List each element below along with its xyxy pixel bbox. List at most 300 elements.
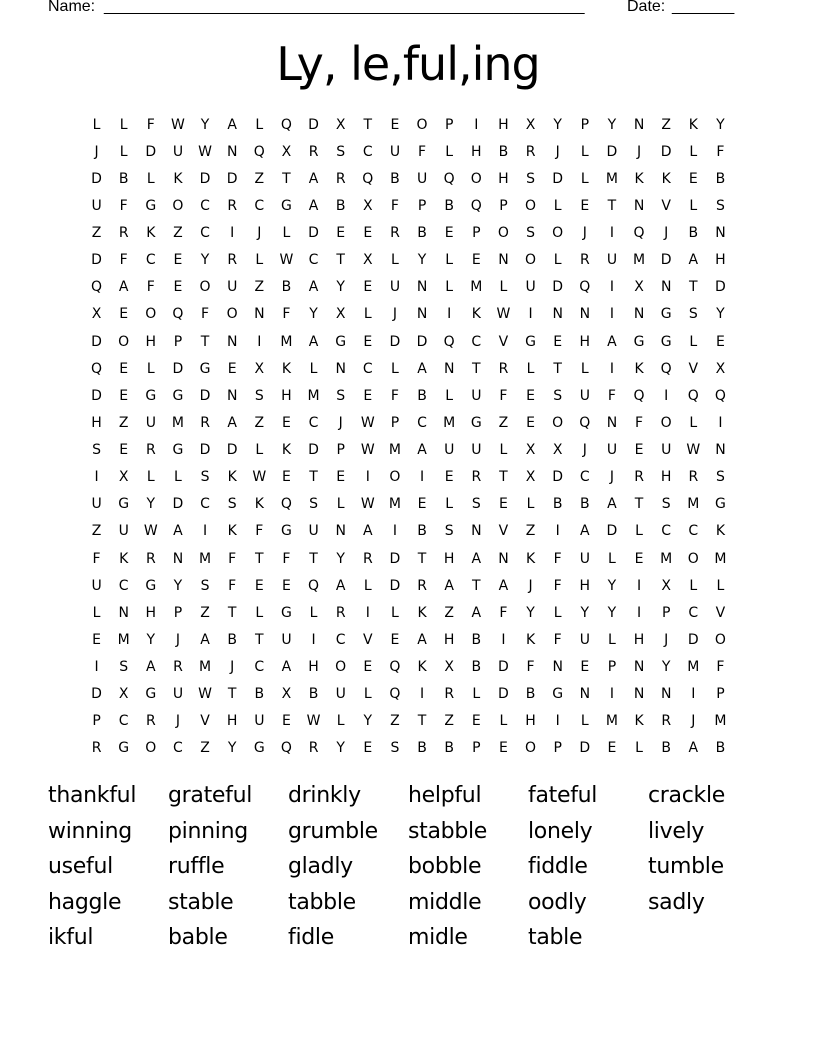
grid-letter[interactable]: L	[689, 577, 698, 594]
grid-letter[interactable]: N	[633, 116, 645, 133]
grid-letter[interactable]: L	[689, 197, 698, 214]
grid-letter[interactable]: E	[499, 496, 508, 513]
grid-letter[interactable]: E	[580, 197, 590, 214]
grid-letter[interactable]: R	[634, 469, 644, 486]
grid-letter[interactable]: U	[389, 143, 401, 160]
grid-letter[interactable]: E	[119, 387, 129, 404]
grid-letter[interactable]: N	[498, 550, 509, 567]
grid-letter[interactable]: G	[145, 197, 157, 214]
grid-letter[interactable]: D	[579, 740, 591, 757]
grid-letter[interactable]: D	[498, 686, 509, 703]
grid-letter[interactable]: C	[200, 197, 210, 214]
grid-letter[interactable]: Q	[714, 387, 726, 404]
grid-letter[interactable]: L	[255, 442, 264, 459]
grid-letter[interactable]: U	[308, 523, 319, 540]
grid-letter[interactable]: B	[417, 225, 427, 242]
grid-letter[interactable]: Q	[362, 170, 374, 187]
grid-letter[interactable]: Q	[470, 197, 482, 214]
name-field[interactable]: ______________________________________________________	[104, 0, 585, 15]
grid-letter[interactable]: I	[202, 523, 208, 540]
grid-letter[interactable]: U	[579, 631, 590, 648]
grid-letter[interactable]: A	[417, 631, 427, 648]
grid-letter[interactable]: Z	[91, 523, 102, 540]
grid-letter[interactable]: D	[552, 170, 564, 187]
grid-letter[interactable]: U	[172, 143, 184, 160]
grid-letter[interactable]: M	[388, 496, 401, 513]
grid-letter[interactable]: R	[227, 252, 238, 269]
grid-letter[interactable]: K	[254, 496, 264, 513]
grid-letter[interactable]: L	[92, 116, 101, 133]
grid-letter[interactable]: I	[365, 469, 370, 486]
grid-letter[interactable]: O	[118, 333, 130, 350]
grid-letter[interactable]: Z	[254, 170, 265, 187]
grid-letter[interactable]: W	[279, 252, 294, 269]
grid-letter[interactable]: G	[660, 306, 672, 323]
grid-letter[interactable]: M	[714, 550, 727, 567]
grid-letter[interactable]: C	[661, 523, 672, 540]
grid-letter[interactable]: E	[471, 252, 481, 269]
grid-letter[interactable]: R	[498, 360, 509, 377]
grid-letter[interactable]: L	[391, 604, 399, 621]
grid-letter[interactable]: L	[553, 604, 562, 621]
grid-letter[interactable]: U	[661, 442, 672, 459]
grid-letter[interactable]: C	[118, 713, 129, 730]
grid-letter[interactable]: G	[118, 496, 130, 513]
grid-letter[interactable]: G	[335, 333, 347, 350]
grid-letter[interactable]: I	[609, 686, 614, 703]
grid-letter[interactable]: I	[636, 577, 642, 594]
grid-letter[interactable]: B	[661, 740, 671, 757]
grid-letter[interactable]: H	[281, 387, 292, 404]
grid-letter[interactable]: T	[472, 360, 481, 377]
grid-letter[interactable]: T	[255, 631, 264, 648]
grid-letter[interactable]: N	[552, 659, 563, 676]
grid-letter[interactable]: Y	[200, 252, 210, 269]
grid-letter[interactable]: N	[118, 604, 129, 621]
grid-letter[interactable]: L	[391, 360, 399, 377]
grid-letter[interactable]: C	[173, 740, 183, 757]
grid-letter[interactable]: J	[609, 469, 614, 486]
grid-letter[interactable]: A	[173, 523, 183, 540]
grid-letter[interactable]: R	[579, 252, 590, 269]
grid-letter[interactable]: B	[688, 225, 699, 242]
grid-letter[interactable]: R	[444, 686, 455, 703]
grid-letter[interactable]: B	[444, 740, 454, 757]
grid-letter[interactable]: G	[552, 686, 564, 703]
grid-letter[interactable]: L	[608, 550, 616, 567]
grid-letter[interactable]: X	[525, 469, 536, 486]
grid-letter[interactable]: Q	[172, 306, 184, 323]
grid-letter[interactable]: K	[227, 469, 237, 486]
grid-letter[interactable]: U	[118, 523, 129, 540]
grid-letter[interactable]: N	[660, 279, 672, 296]
grid-letter[interactable]: T	[689, 279, 698, 296]
grid-letter[interactable]: A	[118, 279, 129, 296]
grid-letter[interactable]: X	[363, 252, 373, 269]
grid-letter[interactable]: E	[254, 577, 264, 594]
grid-letter[interactable]: N	[226, 143, 238, 160]
grid-letter[interactable]: P	[336, 442, 345, 459]
grid-letter[interactable]: O	[714, 631, 726, 648]
grid-letter[interactable]: E	[607, 740, 617, 757]
grid-letter[interactable]: S	[471, 496, 481, 513]
grid-letter[interactable]: Z	[444, 713, 454, 730]
grid-letter[interactable]: L	[499, 442, 508, 459]
grid-letter[interactable]: L	[92, 604, 101, 621]
grid-letter[interactable]: J	[257, 225, 262, 242]
grid-letter[interactable]: O	[552, 225, 564, 242]
grid-letter[interactable]: B	[552, 496, 563, 513]
grid-letter[interactable]: U	[227, 279, 238, 296]
grid-letter[interactable]: T	[607, 197, 617, 214]
grid-letter[interactable]: H	[498, 170, 509, 187]
grid-letter[interactable]: T	[309, 469, 318, 486]
grid-letter[interactable]: R	[335, 170, 346, 187]
grid-letter[interactable]: O	[660, 414, 672, 431]
grid-letter[interactable]: D	[606, 143, 618, 160]
grid-letter[interactable]: K	[715, 523, 726, 540]
grid-letter[interactable]: L	[689, 143, 698, 160]
grid-letter[interactable]: F	[635, 414, 644, 431]
grid-letter[interactable]: S	[200, 469, 210, 486]
grid-letter[interactable]: F	[390, 197, 399, 214]
grid-letter[interactable]: L	[580, 143, 589, 160]
grid-letter[interactable]: X	[281, 143, 292, 160]
grid-letter[interactable]: T	[255, 550, 264, 567]
grid-letter[interactable]: Y	[200, 116, 210, 133]
grid-letter[interactable]: R	[471, 469, 482, 486]
grid-letter[interactable]: R	[118, 225, 129, 242]
grid-letter[interactable]: K	[634, 713, 644, 730]
grid-letter[interactable]: Y	[716, 116, 725, 133]
grid-letter[interactable]: G	[715, 496, 726, 513]
grid-letter[interactable]: E	[336, 225, 346, 242]
grid-letter[interactable]: M	[117, 631, 130, 648]
grid-letter[interactable]: J	[230, 659, 235, 676]
grid-letter[interactable]: K	[281, 442, 292, 459]
grid-letter[interactable]: R	[308, 143, 319, 160]
grid-letter[interactable]: B	[471, 631, 482, 648]
grid-letter[interactable]: U	[172, 686, 184, 703]
grid-letter[interactable]: H	[443, 631, 455, 648]
grid-letter[interactable]: Q	[660, 360, 672, 377]
grid-letter[interactable]: Q	[91, 279, 103, 296]
grid-letter[interactable]: D	[91, 252, 102, 269]
grid-letter[interactable]: P	[472, 225, 481, 242]
grid-letter[interactable]: S	[688, 306, 698, 323]
grid-letter[interactable]: F	[228, 577, 237, 594]
grid-letter[interactable]: M	[280, 333, 293, 350]
grid-letter[interactable]: X	[281, 686, 292, 703]
grid-letter[interactable]: D	[660, 252, 672, 269]
grid-letter[interactable]: P	[417, 197, 427, 214]
grid-letter[interactable]: J	[555, 143, 560, 160]
grid-letter[interactable]: L	[445, 279, 454, 296]
grid-letter[interactable]: O	[389, 469, 401, 486]
grid-letter[interactable]: C	[362, 360, 373, 377]
grid-letter[interactable]: R	[661, 713, 672, 730]
grid-letter[interactable]: V	[498, 523, 509, 540]
grid-letter[interactable]: F	[499, 604, 508, 621]
grid-letter[interactable]: O	[172, 197, 184, 214]
grid-letter[interactable]: F	[282, 550, 291, 567]
grid-letter[interactable]: I	[447, 306, 452, 323]
grid-letter[interactable]: O	[145, 740, 157, 757]
grid-letter[interactable]: R	[362, 550, 373, 567]
grid-letter[interactable]: L	[146, 170, 155, 187]
grid-letter[interactable]: B	[335, 197, 346, 214]
grid-letter[interactable]: Z	[525, 523, 536, 540]
grid-letter[interactable]: F	[553, 631, 562, 648]
grid-letter[interactable]: S	[336, 387, 346, 404]
grid-letter[interactable]: Y	[607, 577, 617, 594]
grid-letter[interactable]: E	[417, 496, 427, 513]
grid-letter[interactable]: H	[471, 143, 482, 160]
grid-letter[interactable]: E	[471, 713, 481, 730]
grid-letter[interactable]: P	[661, 604, 671, 621]
grid-letter[interactable]: P	[607, 659, 617, 676]
grid-letter[interactable]: R	[227, 197, 238, 214]
grid-letter[interactable]: V	[200, 713, 210, 730]
grid-letter[interactable]: T	[417, 550, 427, 567]
grid-letter[interactable]: L	[445, 252, 454, 269]
grid-letter[interactable]: E	[580, 659, 590, 676]
grid-letter[interactable]: S	[444, 523, 454, 540]
grid-letter[interactable]: D	[91, 387, 102, 404]
grid-letter[interactable]: Y	[607, 116, 617, 133]
grid-letter[interactable]: H	[525, 713, 536, 730]
grid-letter[interactable]: Q	[389, 686, 401, 703]
grid-letter[interactable]: C	[579, 469, 590, 486]
grid-letter[interactable]: P	[499, 197, 508, 214]
grid-letter[interactable]: W	[252, 469, 267, 486]
grid-letter[interactable]: R	[417, 577, 427, 594]
grid-letter[interactable]: W	[198, 686, 212, 703]
grid-letter[interactable]: N	[416, 279, 428, 296]
grid-letter[interactable]: I	[664, 387, 669, 404]
grid-letter[interactable]: C	[417, 414, 427, 431]
grid-letter[interactable]: Q	[443, 333, 455, 350]
grid-letter[interactable]: Q	[687, 387, 699, 404]
grid-letter[interactable]: U	[91, 496, 102, 513]
grid-letter[interactable]: H	[145, 604, 157, 621]
grid-letter[interactable]: U	[471, 442, 482, 459]
grid-letter[interactable]: G	[281, 197, 292, 214]
grid-letter[interactable]: D	[606, 523, 618, 540]
grid-letter[interactable]: G	[199, 360, 211, 377]
grid-letter[interactable]: D	[308, 442, 319, 459]
grid-letter[interactable]: J	[691, 713, 696, 730]
grid-letter[interactable]: M	[633, 252, 646, 269]
grid-letter[interactable]: B	[525, 686, 536, 703]
grid-letter[interactable]: A	[417, 442, 427, 459]
grid-letter[interactable]: J	[636, 143, 642, 160]
grid-letter[interactable]: C	[688, 523, 699, 540]
grid-letter[interactable]: P	[173, 333, 183, 350]
grid-letter[interactable]: Y	[146, 631, 156, 648]
grid-letter[interactable]: G	[660, 333, 672, 350]
grid-letter[interactable]: H	[715, 252, 726, 269]
grid-letter[interactable]: Y	[336, 740, 345, 757]
grid-letter[interactable]: L	[174, 469, 182, 486]
grid-letter[interactable]: J	[175, 631, 180, 648]
grid-letter[interactable]: L	[363, 306, 372, 323]
grid-letter[interactable]: R	[335, 604, 346, 621]
grid-letter[interactable]: S	[715, 197, 725, 214]
grid-letter[interactable]: E	[390, 116, 400, 133]
grid-letter[interactable]: H	[579, 333, 591, 350]
grid-letter[interactable]: D	[308, 116, 319, 133]
grid-letter[interactable]: Q	[579, 414, 591, 431]
grid-letter[interactable]: S	[254, 387, 264, 404]
grid-letter[interactable]: W	[360, 442, 375, 459]
grid-letter[interactable]: I	[311, 631, 316, 648]
grid-letter[interactable]: Y	[336, 279, 345, 296]
grid-letter[interactable]: Y	[336, 550, 345, 567]
grid-letter[interactable]: N	[660, 686, 672, 703]
grid-letter[interactable]: D	[660, 143, 672, 160]
grid-letter[interactable]: L	[119, 143, 128, 160]
grid-letter[interactable]: S	[661, 496, 671, 513]
grid-letter[interactable]: F	[146, 116, 155, 133]
grid-letter[interactable]: E	[716, 333, 725, 350]
grid-letter[interactable]: J	[338, 414, 343, 431]
grid-letter[interactable]: E	[282, 577, 291, 594]
grid-letter[interactable]: I	[365, 604, 370, 621]
grid-letter[interactable]: X	[525, 116, 536, 133]
grid-letter[interactable]: L	[526, 496, 535, 513]
grid-letter[interactable]: E	[526, 414, 535, 431]
grid-letter[interactable]: I	[609, 279, 614, 296]
grid-letter[interactable]: V	[688, 360, 699, 377]
grid-letter[interactable]: E	[173, 279, 183, 296]
grid-letter[interactable]: H	[443, 550, 455, 567]
grid-letter[interactable]: N	[226, 387, 238, 404]
grid-letter[interactable]: R	[91, 740, 102, 757]
grid-letter[interactable]: M	[388, 442, 401, 459]
grid-letter[interactable]: R	[200, 414, 210, 431]
grid-letter[interactable]: U	[606, 252, 618, 269]
grid-letter[interactable]: E	[119, 306, 129, 323]
grid-letter[interactable]: T	[282, 170, 291, 187]
grid-letter[interactable]: H	[633, 631, 645, 648]
grid-letter[interactable]: I	[609, 225, 614, 242]
grid-letter[interactable]: S	[309, 496, 318, 513]
grid-letter[interactable]: F	[146, 279, 155, 296]
grid-letter[interactable]: E	[92, 631, 101, 648]
grid-letter[interactable]: D	[389, 333, 401, 350]
grid-letter[interactable]: X	[715, 360, 726, 377]
grid-letter[interactable]: I	[718, 414, 723, 431]
grid-letter[interactable]: S	[715, 469, 725, 486]
grid-letter[interactable]: A	[580, 523, 590, 540]
grid-letter[interactable]: I	[609, 360, 614, 377]
grid-letter[interactable]: B	[498, 143, 509, 160]
grid-letter[interactable]: L	[472, 686, 481, 703]
grid-letter[interactable]: P	[553, 740, 562, 757]
grid-letter[interactable]: Q	[308, 577, 320, 594]
grid-letter[interactable]: E	[282, 469, 291, 486]
grid-letter[interactable]: B	[417, 387, 427, 404]
grid-letter[interactable]: L	[445, 143, 454, 160]
grid-letter[interactable]: I	[528, 306, 533, 323]
grid-letter[interactable]: F	[716, 659, 725, 676]
grid-letter[interactable]: C	[308, 252, 319, 269]
grid-letter[interactable]: X	[444, 659, 454, 676]
grid-letter[interactable]: G	[145, 686, 157, 703]
grid-letter[interactable]: W	[496, 306, 511, 323]
grid-letter[interactable]: N	[633, 659, 645, 676]
grid-letter[interactable]: S	[200, 577, 210, 594]
grid-letter[interactable]: A	[471, 604, 482, 621]
grid-letter[interactable]: E	[119, 442, 129, 459]
grid-letter[interactable]: L	[635, 740, 643, 757]
grid-letter[interactable]: Z	[254, 279, 265, 296]
grid-letter[interactable]: M	[199, 659, 212, 676]
grid-letter[interactable]: P	[390, 414, 400, 431]
grid-letter[interactable]: P	[580, 116, 590, 133]
grid-letter[interactable]: Q	[280, 740, 292, 757]
grid-letter[interactable]: U	[91, 197, 102, 214]
grid-letter[interactable]: T	[336, 252, 345, 269]
grid-letter[interactable]: F	[282, 306, 291, 323]
grid-letter[interactable]: K	[281, 360, 292, 377]
grid-letter[interactable]: D	[552, 279, 564, 296]
grid-letter[interactable]: L	[282, 225, 291, 242]
grid-letter[interactable]: K	[173, 170, 183, 187]
grid-letter[interactable]: F	[553, 550, 562, 567]
grid-letter[interactable]: O	[525, 197, 537, 214]
grid-letter[interactable]: S	[526, 170, 535, 187]
grid-letter[interactable]: Y	[716, 306, 725, 323]
grid-letter[interactable]: C	[200, 225, 210, 242]
grid-letter[interactable]: R	[308, 740, 319, 757]
grid-letter[interactable]: L	[363, 686, 372, 703]
grid-letter[interactable]: X	[525, 442, 536, 459]
grid-letter[interactable]: G	[145, 577, 157, 594]
grid-letter[interactable]: K	[227, 523, 237, 540]
grid-letter[interactable]: K	[661, 170, 671, 187]
grid-letter[interactable]: A	[688, 740, 699, 757]
grid-letter[interactable]: Y	[526, 604, 535, 621]
grid-letter[interactable]: R	[145, 550, 156, 567]
grid-letter[interactable]: U	[579, 387, 590, 404]
grid-letter[interactable]: U	[281, 631, 292, 648]
grid-letter[interactable]: Q	[91, 360, 103, 377]
grid-letter[interactable]: D	[308, 225, 319, 242]
grid-letter[interactable]: O	[525, 252, 537, 269]
grid-letter[interactable]: A	[227, 414, 237, 431]
grid-letter[interactable]: B	[254, 686, 265, 703]
grid-letter[interactable]: E	[363, 333, 373, 350]
grid-letter[interactable]: Z	[444, 604, 454, 621]
grid-letter[interactable]: C	[308, 414, 319, 431]
grid-letter[interactable]: C	[362, 143, 373, 160]
grid-letter[interactable]: A	[308, 197, 319, 214]
grid-letter[interactable]: O	[145, 306, 157, 323]
grid-letter[interactable]: J	[582, 442, 587, 459]
grid-letter[interactable]: C	[145, 252, 156, 269]
grid-letter[interactable]: S	[119, 659, 129, 676]
grid-letter[interactable]: X	[91, 306, 102, 323]
grid-letter[interactable]: Y	[309, 306, 318, 323]
grid-letter[interactable]: O	[470, 170, 482, 187]
grid-letter[interactable]: M	[443, 414, 456, 431]
grid-letter[interactable]: F	[390, 387, 399, 404]
grid-letter[interactable]: A	[227, 116, 237, 133]
grid-letter[interactable]: K	[471, 306, 481, 323]
grid-letter[interactable]: I	[501, 631, 506, 648]
